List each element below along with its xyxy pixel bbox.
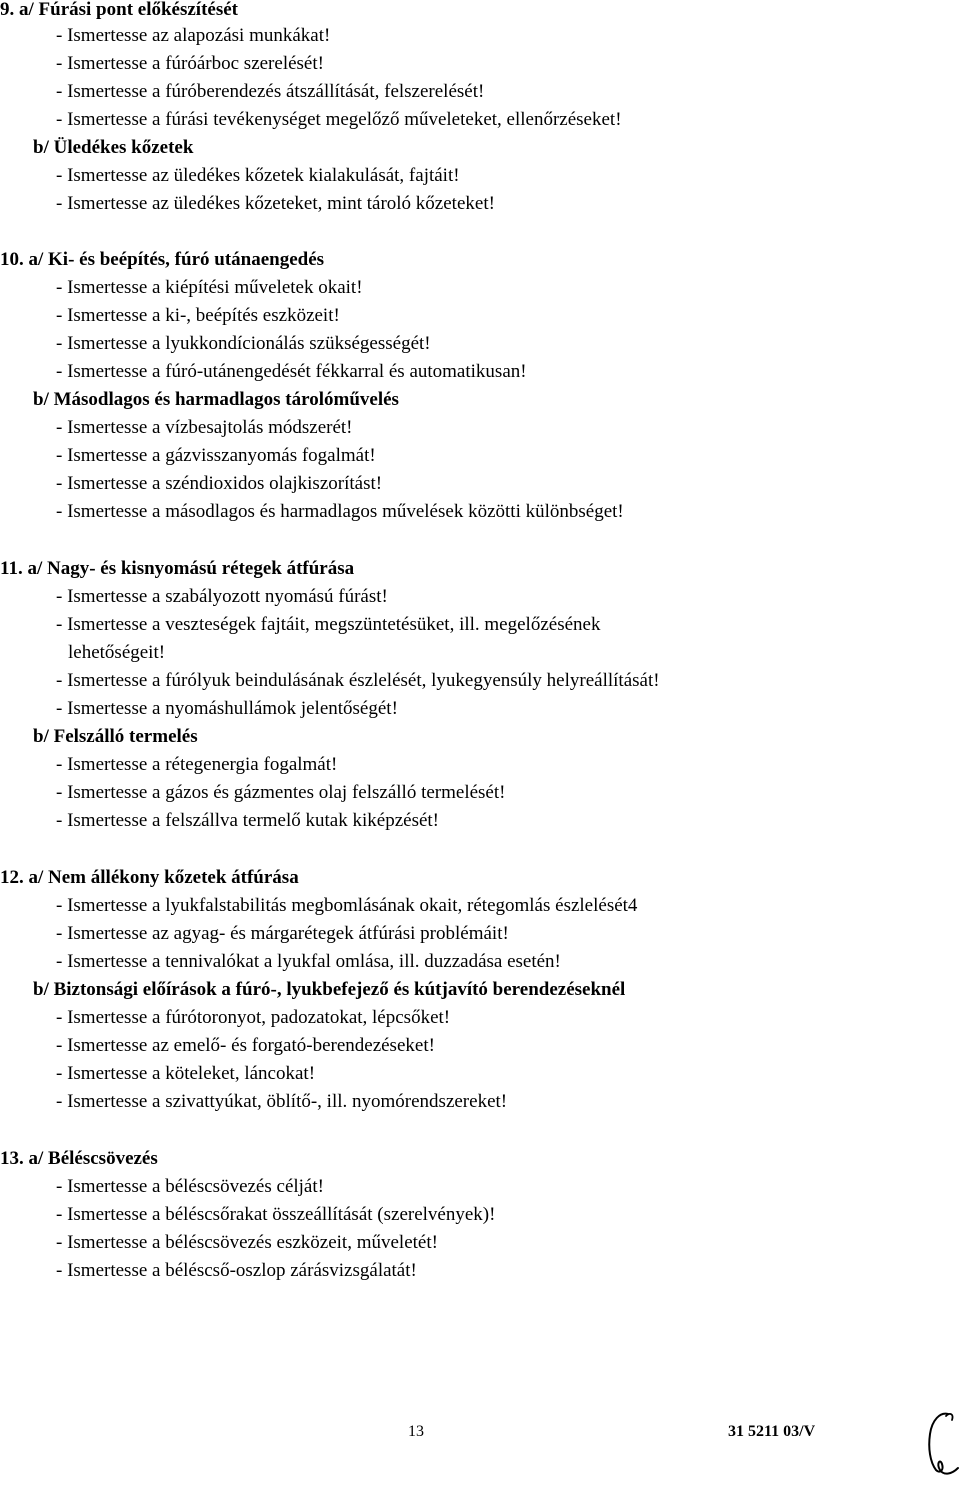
section-12-sub-item-4: - Ismertesse a szivattyúkat, öblítő-, ill. nyomórendszereket! [56,1091,508,1112]
section-13-item-2: - Ismertesse a béléscsőrakat összeállítását (szerelvények)! [56,1204,496,1225]
section-9-title: 9. a/ Fúrási pont előkészítését [0,0,239,20]
section-10-sub-title: b/ Másodlagos és harmadlagos tárolóművelés [33,389,399,410]
section-11-sub-title: b/ Felszálló termelés [33,726,198,747]
section-12-item-3: - Ismertesse a tennivalókat a lyukfal omlása, ill. duzzadása esetén! [56,951,561,972]
section-13-item-1: - Ismertesse a béléscsövezés célját! [56,1176,324,1197]
section-10-item-2: - Ismertesse a ki-, beépítés eszközeit! [56,305,340,326]
section-10-sub-item-4: - Ismertesse a másodlagos és harmadlagos művelések közötti különbséget! [56,501,624,522]
section-9-item-1: - Ismertesse az alapozási munkákat! [56,25,331,46]
section-11-item-2-cont: lehetőségeit! [68,642,166,663]
signature-mark [918,1408,960,1480]
section-12-sub-title: b/ Biztonsági előírások a fúró-, lyukbefejező és kútjavító berendezéseknél [33,979,626,1000]
section-10-sub-item-1: - Ismertesse a vízbesajtolás módszerét! [56,417,353,438]
page-number: 13 [408,1423,424,1440]
section-13-item-4: - Ismertesse a béléscső-oszlop zárásvizsgálatát! [56,1260,417,1281]
section-11-item-3: - Ismertesse a fúrólyuk beindulásának észlelését, lyukegyensúly helyreállítását! [56,670,660,691]
section-11-title: 11. a/ Nagy- és kisnyomású rétegek átfúrása [0,558,355,579]
section-9-item-4: - Ismertesse a fúrási tevékenységet megelőző műveleteket, ellenőrzéseket! [56,109,622,130]
section-13-title: 13. a/ Béléscsövezés [0,1148,158,1169]
section-10-title: 10. a/ Ki- és beépítés, fúró utánaengedés [0,249,325,270]
section-10-item-3: - Ismertesse a lyukkondícionálás szükségességét! [56,333,431,354]
section-12-sub-item-2: - Ismertesse az emelő- és forgató-berendezéseket! [56,1035,435,1056]
section-9-sub-item-2: - Ismertesse az üledékes kőzeteket, mint tároló kőzeteket! [56,193,495,214]
section-11-item-2: - Ismertesse a veszteségek fajtáit, megszüntetésüket, ill. megelőzésének [56,614,601,635]
section-11-item-4: - Ismertesse a nyomáshullámok jelentőségét! [56,698,398,719]
section-12-item-1: - Ismertesse a lyukfalstabilitás megbomlásának okait, rétegomlás észlelését4 [56,895,638,916]
section-9-item-3: - Ismertesse a fúróberendezés átszállítását, felszerelését! [56,81,485,102]
section-9-sub-title: b/ Üledékes kőzetek [33,137,194,158]
section-10-sub-item-2: - Ismertesse a gázvisszanyomás fogalmát! [56,445,376,466]
section-9-sub-item-1: - Ismertesse az üledékes kőzetek kialakulását, fajtáit! [56,165,460,186]
section-12-title: 12. a/ Nem állékony kőzetek átfúrása [0,867,299,888]
section-10-item-4: - Ismertesse a fúró-utánengedését fékkarral és automatikusan! [56,361,527,382]
section-12-sub-item-3: - Ismertesse a köteleket, láncokat! [56,1063,316,1084]
section-11-sub-item-1: - Ismertesse a rétegenergia fogalmát! [56,754,338,775]
section-10-item-1: - Ismertesse a kiépítési műveletek okait! [56,277,363,298]
section-11-item-1: - Ismertesse a szabályozott nyomású fúrást! [56,586,388,607]
section-9-item-2: - Ismertesse a fúróárboc szerelését! [56,53,324,74]
document-code: 31 5211 03/V [728,1423,816,1440]
section-12-sub-item-1: - Ismertesse a fúrótoronyot, padozatokat, lépcsőket! [56,1007,451,1028]
section-11-sub-item-3: - Ismertesse a felszállva termelő kutak kiképzését! [56,810,439,831]
section-13-item-3: - Ismertesse a béléscsövezés eszközeit, műveletét! [56,1232,438,1253]
section-12-item-2: - Ismertesse az agyag- és márgarétegek átfúrási problémáit! [56,923,509,944]
section-11-sub-item-2: - Ismertesse a gázos és gázmentes olaj felszálló termelését! [56,782,506,803]
section-10-sub-item-3: - Ismertesse a széndioxidos olajkiszorítást! [56,473,383,494]
